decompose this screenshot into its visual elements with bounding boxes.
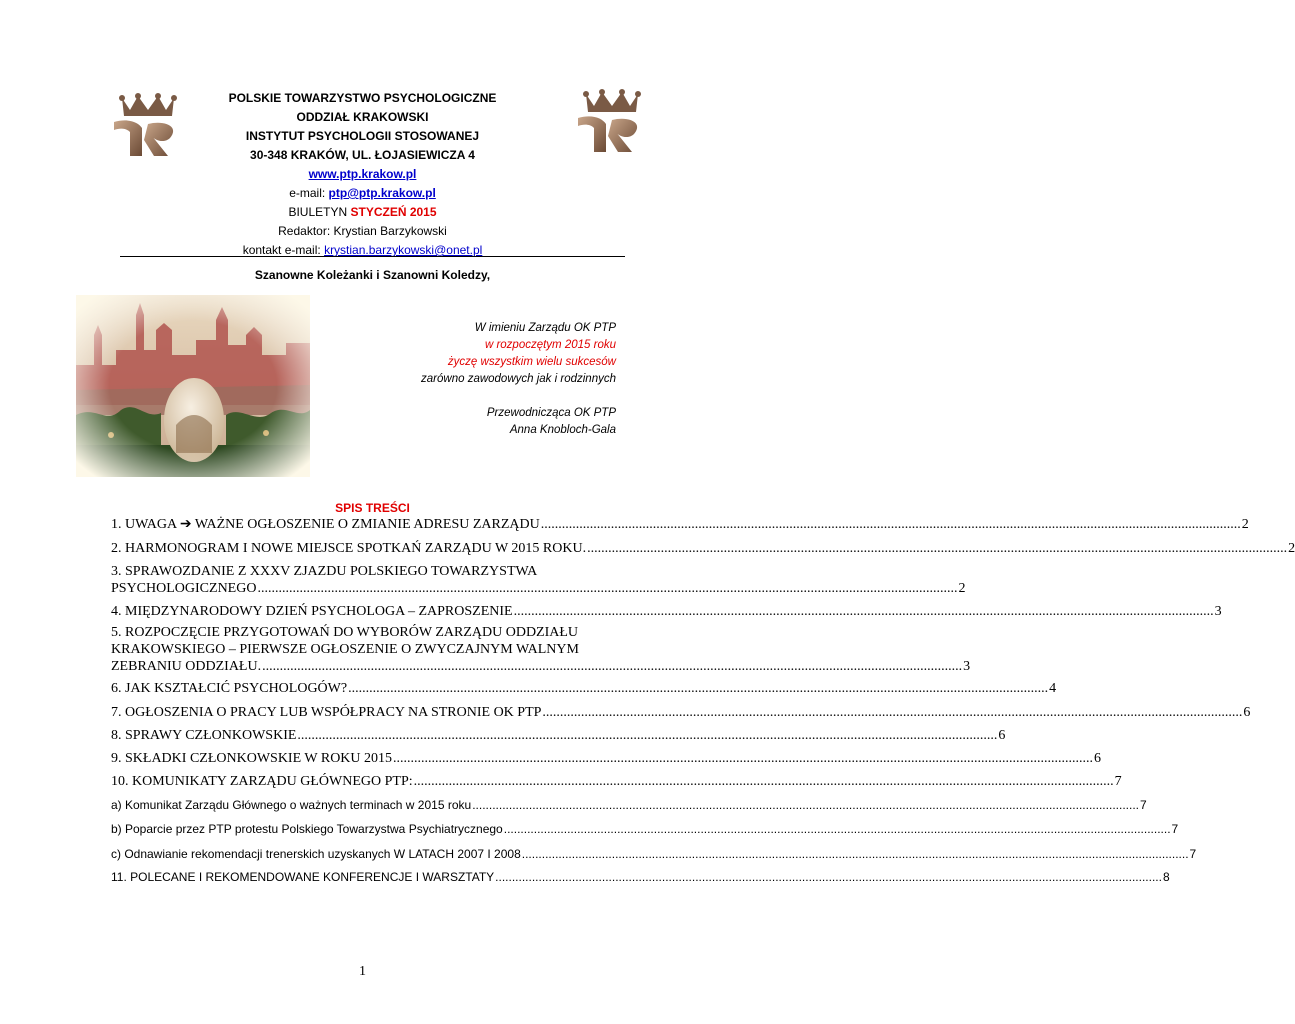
toc-entry[interactable] [111,846,1197,863]
email-link[interactable]: ptp@ptp.krakow.pl [328,186,436,200]
toc-entry-title: 4. MIĘDZYNARODOWY DZIEŃ PSYCHOLOGA – ZAPROSZENIE [111,604,513,619]
toc-leader: ........................................................................................................................................................................................................ [297,728,998,743]
toc-entry[interactable] [111,516,1249,533]
website-link[interactable]: www.ptp.krakow.pl [308,167,417,181]
toc-leader: ........................................................................................................................................................................................................ [262,659,963,674]
toc-entry[interactable] [111,869,1170,886]
toc-page: 7 [1139,798,1147,812]
toc-entry-title: ZEBRANIU ODDZIAŁU. [111,659,262,674]
new-year-wishes [421,320,616,439]
toc-entry-title: a) Komunikat Zarządu Głównego o ważnych terminach w 2015 roku [111,798,472,812]
toc-entry-title: 8. SPRAWY CZŁONKOWSKIE [111,728,297,743]
toc-entry-number: 1. UWAGA [111,517,180,532]
toc-leader: ........................................................................................................................................................................................................ [413,774,1114,789]
toc-entry[interactable] [111,680,1057,697]
toc-entry-title: 9. SKŁADKI CZŁONKOWSKIE W ROKU 2015 [111,751,393,766]
bulletin-issue: STYCZEŃ 2015 [350,205,437,219]
toc-page: 2 [1241,517,1249,532]
org-institute: INSTYTUT PSYCHOLOGII STOSOWANEJ [245,129,480,143]
wish-line-1: W imieniu Zarządu OK PTP [474,322,616,334]
bulletin-label: BIULETYN [288,205,351,219]
toc-entry[interactable] [111,603,1222,620]
toc-page: 2 [958,581,966,596]
toc-entry-title: 7. OGŁOSZENIA O PRACY LUB WSPÓŁPRACY NA STRONIE OK PTP [111,705,542,720]
toc-entry-title-line: KRAKOWSKIEGO – PIERWSZE OGŁOSZENIE O ZWYCZAJNYM WALNYM [111,642,579,657]
toc-leader: ........................................................................................................................................................................................................ [257,581,958,596]
toc-entry[interactable] [111,773,1122,790]
org-address: 30-348 KRAKÓW, UL. ŁOJASIEWICZA 4 [250,148,475,162]
toc-page: 7 [1189,847,1197,861]
toc-leader: ........................................................................................................................................................................................................ [472,798,1139,812]
signature-name: Anna Knobloch-Gala [509,424,616,436]
wish-line-2: w rozpoczętym 2015 roku [484,339,616,351]
toc-entry[interactable] [111,821,1179,838]
toc-entry[interactable] [111,540,1295,557]
toc-page: 3 [1214,604,1222,619]
toc-page: 7 [1171,822,1179,836]
toc-leader: ........................................................................................................................................................................................................ [540,517,1241,532]
toc-entry[interactable] [111,563,966,597]
toc-entry-title: PSYCHOLOGICZNEGO [111,581,257,596]
toc-title: SPIS TREŚCI [335,501,410,515]
greeting: Szanowne Koleżanki i Szanowni Koledzy, [254,268,491,282]
toc-leader: ........................................................................................................................................................................................................ [495,870,1162,884]
toc-entry-title: c) Odnawianie rekomendacji trenerskich uzyskanych W LATACH 2007 I 2008 [111,847,521,861]
wish-line-4: zarówno zawodowych jak i rodzinnych [421,373,616,385]
toc-entry[interactable] [111,624,971,675]
email-row [150,185,575,201]
toc-page: 3 [963,659,971,674]
toc-entry-title-line: 5. ROZPOCZĘCIE PRZYGOTOWAŃ DO WYBORÓW ZARZĄDU ODDZIAŁU [111,625,579,640]
toc-leader: ........................................................................................................................................................................................................ [393,751,1094,766]
toc-page: 8 [1162,870,1170,884]
toc-leader: ........................................................................................................................................................................................................ [503,822,1171,836]
toc-entry-title: WAŻNE OGŁOSZENIE O ZMIANIE ADRESU ZARZĄDU [191,517,540,532]
org-branch: ODDZIAŁ KRAKOWSKI [296,110,429,124]
toc-page: 4 [1049,681,1057,696]
email-label: e-mail: [289,186,329,200]
toc-leader: ........................................................................................................................................................................................................ [542,705,1243,720]
toc-leader: ........................................................................................................................................................................................................ [587,541,1288,556]
bulletin-row [150,204,575,220]
toc-entry-title: 6. JAK KSZTAŁCIĆ PSYCHOLOGÓW? [111,681,348,696]
toc-leader: ........................................................................................................................................................................................................ [513,604,1214,619]
website-row [150,166,575,182]
winter-city-nativity-image [76,295,310,477]
letterhead [150,90,575,258]
toc-entry[interactable] [111,727,1006,744]
toc-leader: ........................................................................................................................................................................................................ [521,847,1189,861]
contact-label: kontakt e-mail: [242,243,325,257]
contact-email-link[interactable]: krystian.barzykowski@onet.pl [324,243,483,257]
arrow-right-icon: ➔ [179,517,192,532]
toc-leader: ........................................................................................................................................................................................................ [348,681,1049,696]
header-divider [120,256,625,257]
signature-role: Przewodnicząca OK PTP [486,407,616,419]
toc-entry[interactable] [111,704,1251,721]
wish-line-3: życzę wszystkim wielu sukcesów [447,356,616,368]
toc-page: 2 [1288,541,1295,556]
toc-page: 6 [998,728,1006,743]
ptp-crown-logo-right [572,88,652,158]
toc-page: 6 [1094,751,1102,766]
toc-entry-title: 2. HARMONOGRAM I NOWE MIEJSCE SPOTKAŃ ZARZĄDU W 2015 ROKU. [111,541,587,556]
toc-page: 7 [1114,774,1122,789]
editor-line: Redaktor: Krystian Barzykowski [278,224,447,238]
page-number: 1 [359,964,366,979]
toc-page: 6 [1243,705,1251,720]
toc-entry-title-line: 3. SPRAWOZDANIE Z XXXV ZJAZDU POLSKIEGO TOWARZYSTWA [111,564,538,579]
org-name: POLSKIE TOWARZYSTWO PSYCHOLOGICZNE [228,91,497,105]
toc-entry-title: 10. KOMUNIKATY ZARZĄDU GŁÓWNEGO PTP: [111,774,413,789]
toc-entry[interactable] [111,797,1147,814]
toc-entry-title: 11. POLECANE I REKOMENDOWANE KONFERENCJE I WARSZTATY [111,870,495,884]
toc-entry-title: b) Poparcie przez PTP protestu Polskiego Towarzystwa Psychiatrycznego [111,822,503,836]
toc-entry[interactable] [111,750,1102,767]
